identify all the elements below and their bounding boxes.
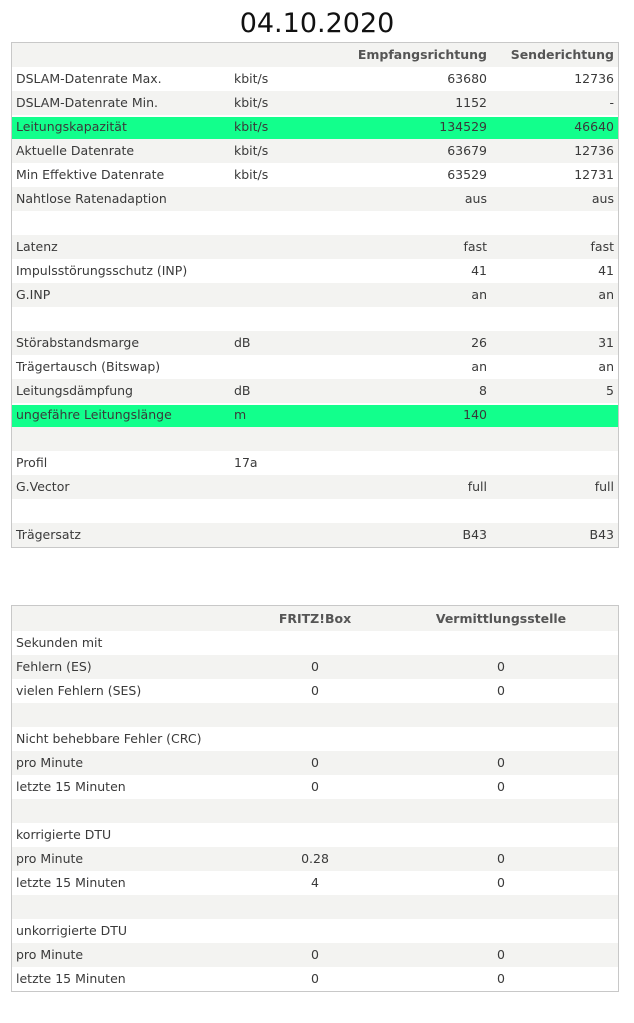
cell-upstream	[491, 307, 619, 331]
cell-unit	[230, 187, 348, 211]
cell-unit: kbit/s	[234, 95, 269, 110]
table-row	[12, 235, 619, 259]
cell-label: letzte 15 Minuten	[16, 971, 126, 986]
cell-fritzbox	[246, 799, 384, 823]
cell-fritzbox: 0.28	[301, 851, 329, 866]
error-stats-table	[11, 605, 619, 992]
cell-downstream: 63680	[447, 71, 487, 86]
table-row	[12, 283, 619, 307]
table-row	[12, 139, 619, 163]
cell-exchange	[384, 823, 619, 847]
table-row	[12, 943, 619, 967]
cell-unit	[230, 211, 348, 235]
table-row	[12, 799, 619, 823]
highlighted-table-row	[12, 403, 619, 427]
cell-downstream	[348, 427, 491, 451]
table-row	[12, 499, 619, 523]
table-row	[12, 211, 619, 235]
cell-label: Aktuelle Datenrate	[16, 143, 135, 158]
cell-fritzbox	[246, 823, 384, 847]
cell-exchange	[384, 631, 619, 655]
cell-fritzbox: 0	[311, 947, 319, 962]
cell-label	[12, 307, 231, 331]
cell-upstream: 41	[598, 263, 614, 278]
cell-fritzbox	[246, 895, 384, 919]
cell-exchange: 0	[497, 851, 505, 866]
cell-upstream: -	[609, 95, 614, 110]
cell-unit: m	[230, 403, 348, 427]
table-row	[12, 451, 619, 475]
table-row	[12, 331, 619, 355]
cell-downstream: 26	[471, 335, 487, 350]
cell-label: pro Minute	[16, 947, 84, 962]
cell-downstream	[348, 211, 491, 235]
cell-label	[12, 703, 247, 727]
cell-upstream: B43	[589, 527, 614, 542]
cell-fritzbox	[246, 631, 384, 655]
cell-unit	[230, 475, 348, 499]
cell-label: DSLAM-Datenrate Max.	[16, 71, 162, 86]
cell-label: Trägertausch (Bitswap)	[16, 359, 161, 374]
table-row	[12, 751, 619, 775]
cell-downstream: 8	[479, 383, 487, 398]
cell-upstream: an	[598, 359, 614, 374]
cell-upstream: 5	[606, 383, 614, 398]
cell-downstream: fast	[463, 239, 487, 254]
cell-upstream	[491, 427, 619, 451]
cell-label: G.INP	[16, 287, 51, 302]
cell-downstream: an	[471, 287, 487, 302]
cell-upstream: 12736	[574, 143, 614, 158]
cell-label	[12, 211, 231, 235]
cell-unit: kbit/s	[234, 167, 269, 182]
date-title: 04.10.2020	[239, 8, 395, 39]
column-header-label	[12, 606, 247, 632]
cell-label: DSLAM-Datenrate Min.	[16, 95, 158, 110]
cell-exchange: 0	[497, 659, 505, 674]
table-row	[12, 427, 619, 451]
table-row	[12, 871, 619, 895]
cell-upstream: full	[594, 479, 614, 494]
cell-upstream: 12736	[574, 71, 614, 86]
cell-unit	[230, 355, 348, 379]
cell-label: Trägersatz	[16, 527, 81, 542]
cell-unit	[230, 427, 348, 451]
cell-downstream: 134529	[348, 115, 491, 139]
line-stats-table	[11, 42, 619, 548]
cell-downstream	[348, 451, 491, 475]
table-row	[12, 775, 619, 799]
column-header-exchange: Vermittlungsstelle	[435, 610, 567, 626]
table-row	[12, 67, 619, 91]
cell-label: letzte 15 Minuten	[16, 875, 126, 890]
table-row	[12, 379, 619, 403]
cell-unit: kbit/s	[234, 71, 269, 86]
cell-label	[12, 427, 231, 451]
table-row	[12, 823, 619, 847]
table-row	[12, 259, 619, 283]
cell-fritzbox	[246, 727, 384, 751]
cell-label: Leitungsdämpfung	[16, 383, 133, 398]
cell-label: Fehlern (ES)	[16, 659, 92, 674]
cell-fritzbox: 0	[311, 683, 319, 698]
cell-label: korrigierte DTU	[16, 827, 112, 842]
table-row	[12, 727, 619, 751]
cell-label: Nahtlose Ratenadaption	[16, 191, 167, 206]
cell-unit: dB	[234, 383, 251, 398]
cell-downstream	[348, 499, 491, 523]
table-row	[12, 523, 619, 548]
column-header-fritzbox: FRITZ!Box	[278, 610, 352, 626]
cell-fritzbox: 0	[311, 971, 319, 986]
cell-upstream: fast	[590, 239, 614, 254]
cell-label: Nicht behebbare Fehler (CRC)	[16, 731, 202, 746]
column-header-unit	[230, 43, 348, 68]
cell-upstream	[491, 211, 619, 235]
cell-exchange: 0	[497, 683, 505, 698]
cell-downstream: an	[471, 359, 487, 374]
cell-downstream: 63529	[447, 167, 487, 182]
cell-upstream	[491, 451, 619, 475]
cell-fritzbox	[246, 919, 384, 943]
table-row	[12, 355, 619, 379]
column-header-upstream: Senderichtung	[510, 47, 614, 62]
cell-unit	[230, 307, 348, 331]
cell-unit	[230, 523, 348, 548]
cell-unit: kbit/s	[234, 143, 269, 158]
cell-downstream: B43	[462, 527, 487, 542]
header-row	[12, 43, 619, 68]
cell-fritzbox: 0	[311, 755, 319, 770]
cell-downstream: 63679	[447, 143, 487, 158]
cell-label: Impulsstörungsschutz (INP)	[16, 263, 188, 278]
table-row	[12, 895, 619, 919]
cell-exchange: 0	[497, 779, 505, 794]
cell-label: Störabstandsmarge	[16, 335, 140, 350]
cell-fritzbox: 0	[311, 659, 319, 674]
cell-exchange	[384, 703, 619, 727]
cell-upstream	[491, 499, 619, 523]
cell-label: Profil	[16, 455, 48, 470]
cell-unit: 17a	[234, 455, 258, 470]
table-row	[12, 631, 619, 655]
cell-label: Latenz	[16, 239, 58, 254]
cell-upstream: an	[598, 287, 614, 302]
header-row	[12, 606, 619, 632]
table-row	[12, 679, 619, 703]
cell-unit	[230, 235, 348, 259]
column-header-downstream: Empfangsrichtung	[357, 47, 487, 62]
cell-label: Min Effektive Datenrate	[16, 167, 165, 182]
cell-upstream: 46640	[491, 115, 619, 139]
table-row	[12, 919, 619, 943]
cell-label: pro Minute	[16, 851, 84, 866]
table-row	[12, 163, 619, 187]
cell-upstream: 12731	[574, 167, 614, 182]
table-row	[12, 967, 619, 992]
cell-upstream: aus	[591, 191, 614, 206]
table-row	[12, 475, 619, 499]
cell-label	[12, 499, 231, 523]
cell-exchange	[384, 799, 619, 823]
cell-downstream: 1152	[455, 95, 487, 110]
cell-downstream: aus	[464, 191, 487, 206]
cell-downstream: full	[467, 479, 487, 494]
cell-label: Leitungskapazität	[12, 115, 231, 139]
cell-exchange: 0	[497, 971, 505, 986]
cell-label	[12, 799, 247, 823]
cell-label: pro Minute	[16, 755, 84, 770]
cell-downstream: 41	[471, 263, 487, 278]
cell-upstream	[491, 403, 619, 427]
cell-upstream: 31	[598, 335, 614, 350]
cell-unit	[230, 259, 348, 283]
cell-exchange: 0	[497, 875, 505, 890]
table-row	[12, 187, 619, 211]
cell-exchange: 0	[497, 947, 505, 962]
cell-label	[12, 895, 247, 919]
cell-exchange	[384, 727, 619, 751]
table-row	[12, 307, 619, 331]
cell-label: unkorrigierte DTU	[16, 923, 128, 938]
table-row	[12, 655, 619, 679]
cell-downstream	[348, 307, 491, 331]
cell-exchange	[384, 895, 619, 919]
cell-unit: kbit/s	[230, 115, 348, 139]
cell-label: G.Vector	[16, 479, 70, 494]
column-header-label	[12, 43, 231, 68]
cell-label: letzte 15 Minuten	[16, 779, 126, 794]
cell-exchange: 0	[497, 755, 505, 770]
cell-downstream: 140	[348, 403, 491, 427]
cell-fritzbox: 0	[311, 779, 319, 794]
cell-unit	[230, 499, 348, 523]
cell-unit	[230, 283, 348, 307]
cell-fritzbox: 4	[311, 875, 319, 890]
cell-exchange	[384, 919, 619, 943]
cell-label: ungefähre Leitungslänge	[12, 403, 231, 427]
cell-label: vielen Fehlern (SES)	[16, 683, 142, 698]
cell-label: Sekunden mit	[16, 635, 103, 650]
table-row	[12, 91, 619, 115]
cell-fritzbox	[246, 703, 384, 727]
highlighted-table-row	[12, 115, 619, 139]
table-row	[12, 847, 619, 871]
table-row	[12, 703, 619, 727]
cell-unit: dB	[234, 335, 251, 350]
